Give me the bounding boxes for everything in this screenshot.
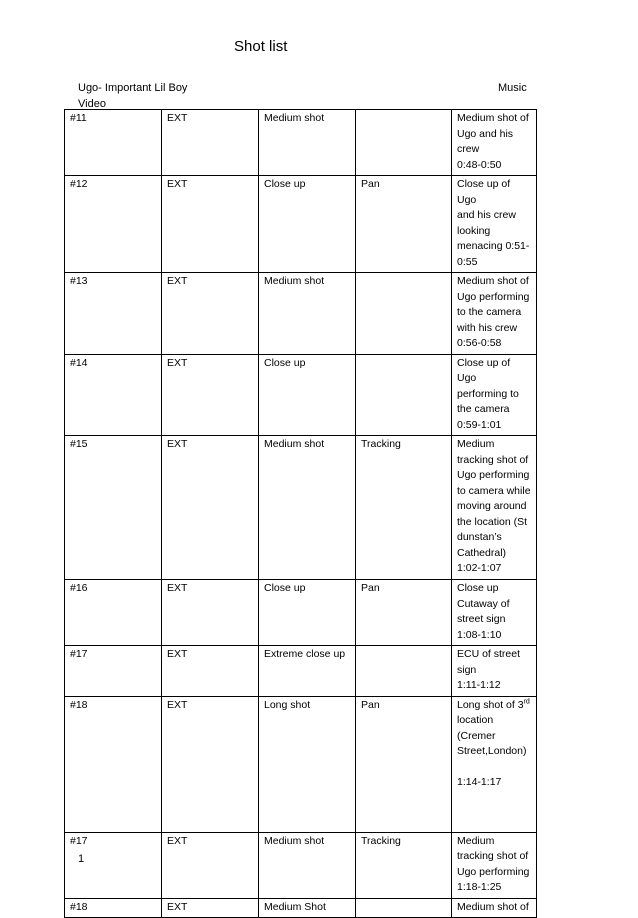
description-line: the location (St xyxy=(457,515,528,528)
camera-movement-cell xyxy=(356,354,452,436)
description-line: 0:56-0:58 xyxy=(457,337,502,349)
shot-type-cell: Medium shot xyxy=(259,436,356,580)
description-line: Ugo and his xyxy=(457,127,514,140)
table-row xyxy=(65,646,537,697)
description-line: Cutaway of xyxy=(457,597,510,610)
description-line: 0:55 xyxy=(457,255,478,268)
location-cell: EXT xyxy=(162,696,259,832)
camera-movement-cell xyxy=(356,110,452,176)
table-row xyxy=(65,273,537,355)
description-line: Close up of Ugo xyxy=(457,178,511,206)
camera-movement-cell: Tracking xyxy=(356,436,452,580)
description-line: ECU of street xyxy=(457,648,521,660)
project-name: Ugo- Important Lil Boy Video xyxy=(78,82,188,110)
description-line: 0:48-0:50 xyxy=(457,158,502,171)
description-line: Medium shot of xyxy=(457,900,529,913)
description-line: to the camera xyxy=(457,306,522,318)
description-line: 1:18-1:25 xyxy=(457,881,502,893)
description-cell xyxy=(452,646,537,697)
shot-number-cell: #16 xyxy=(65,580,162,646)
description-line: dunstan’s xyxy=(457,531,502,543)
description-line: 1:02-1:07 xyxy=(457,562,502,574)
location-cell: EXT xyxy=(162,580,259,646)
description-line: to camera while xyxy=(457,484,531,497)
location-cell: EXT xyxy=(162,273,259,355)
description-line: Street,London) xyxy=(457,745,527,757)
description-line: street sign xyxy=(457,613,506,625)
description-line: Medium shot of xyxy=(457,275,529,287)
description-line: Ugo performing xyxy=(457,865,530,878)
camera-movement-cell xyxy=(356,646,452,697)
description-line: location (Cremer xyxy=(457,714,496,742)
shot-number-cell: #15 xyxy=(65,436,162,580)
shot-type-cell: Extreme close up xyxy=(259,646,356,697)
description-line: Medium xyxy=(457,834,495,847)
description-line: the camera xyxy=(457,403,510,415)
description-line: Medium xyxy=(457,438,495,450)
shot-number-cell: #17 xyxy=(65,646,162,697)
description-line: Ugo performing xyxy=(457,290,530,303)
shot-type-cell: Medium shot xyxy=(259,273,356,355)
table-row xyxy=(65,354,537,436)
location-cell: EXT xyxy=(162,354,259,436)
table-row xyxy=(65,898,537,918)
description-line: looking xyxy=(457,224,491,237)
description-line: Medium shot of xyxy=(457,112,529,124)
description-cell xyxy=(452,898,537,918)
shot-table xyxy=(64,109,537,918)
description-line: 1:14-1:17 xyxy=(457,776,502,788)
location-cell: EXT xyxy=(162,176,259,273)
description-cell xyxy=(452,110,537,176)
description-cell xyxy=(452,176,537,273)
description-cell xyxy=(452,832,537,898)
document-header xyxy=(78,80,538,112)
description-line: Ugo performing xyxy=(457,469,530,481)
shot-number-cell: #18 xyxy=(65,696,162,832)
camera-movement-cell: Tracking xyxy=(356,832,452,898)
table-row xyxy=(65,436,537,580)
description-line: 1:08-1:10 xyxy=(457,628,502,641)
description-line: menacing 0:51- xyxy=(457,240,530,252)
description-line: and his crew xyxy=(457,209,516,221)
table-row xyxy=(65,110,537,176)
location-cell: EXT xyxy=(162,898,259,918)
description-line: performing to xyxy=(457,387,519,400)
shot-type-cell: Long shot xyxy=(259,696,356,832)
description-line: Long shot of 3rd xyxy=(457,698,530,711)
shot-number-cell: #14 xyxy=(65,354,162,436)
ordinal-suffix: rd xyxy=(523,698,530,705)
camera-movement-cell xyxy=(356,273,452,355)
page-title: Shot list xyxy=(234,38,288,55)
description-cell xyxy=(452,580,537,646)
shot-type-cell: Medium shot xyxy=(259,832,356,898)
shot-type-cell: Close up xyxy=(259,176,356,273)
table-row xyxy=(65,580,537,646)
description-cell xyxy=(452,436,537,580)
description-line: Close up of Ugo xyxy=(457,356,511,384)
description-line: tracking shot of xyxy=(457,850,529,862)
table-row xyxy=(65,696,537,832)
table-row xyxy=(65,832,537,898)
shot-type-cell: Close up xyxy=(259,354,356,436)
description-cell xyxy=(452,354,537,436)
description-line: 0:59-1:01 xyxy=(457,418,502,431)
description-cell xyxy=(452,273,537,355)
description-line: tracking shot of xyxy=(457,453,529,466)
description-line: with his crew xyxy=(457,321,518,334)
shot-type-cell: Close up xyxy=(259,580,356,646)
shot-type-cell: Medium Shot xyxy=(259,898,356,918)
shot-number-cell: #12 xyxy=(65,176,162,273)
description-line: Cathedral) xyxy=(457,546,507,559)
location-cell: EXT xyxy=(162,832,259,898)
camera-movement-cell xyxy=(356,898,452,918)
camera-movement-cell: Pan xyxy=(356,580,452,646)
shot-number-cell: #13 xyxy=(65,273,162,355)
description-line: moving around xyxy=(457,500,527,512)
description-line xyxy=(457,760,531,776)
shot-type-cell: Medium shot xyxy=(259,110,356,176)
table-row xyxy=(65,176,537,273)
camera-movement-cell: Pan xyxy=(356,696,452,832)
location-cell: EXT xyxy=(162,436,259,580)
description-cell xyxy=(452,696,537,832)
shot-number-cell: #17 xyxy=(65,832,162,898)
description-line: sign xyxy=(457,663,477,676)
location-cell: EXT xyxy=(162,110,259,176)
location-cell: EXT xyxy=(162,646,259,697)
page-number: 1 xyxy=(78,853,85,865)
camera-movement-cell: Pan xyxy=(356,176,452,273)
shot-number-cell: #11 xyxy=(65,110,162,176)
description-line: Close up xyxy=(457,582,499,594)
category-label: Music xyxy=(498,82,527,94)
description-line: crew xyxy=(457,143,480,155)
shot-number-cell: #18 xyxy=(65,898,162,918)
description-line: 1:11-1:12 xyxy=(457,679,501,691)
